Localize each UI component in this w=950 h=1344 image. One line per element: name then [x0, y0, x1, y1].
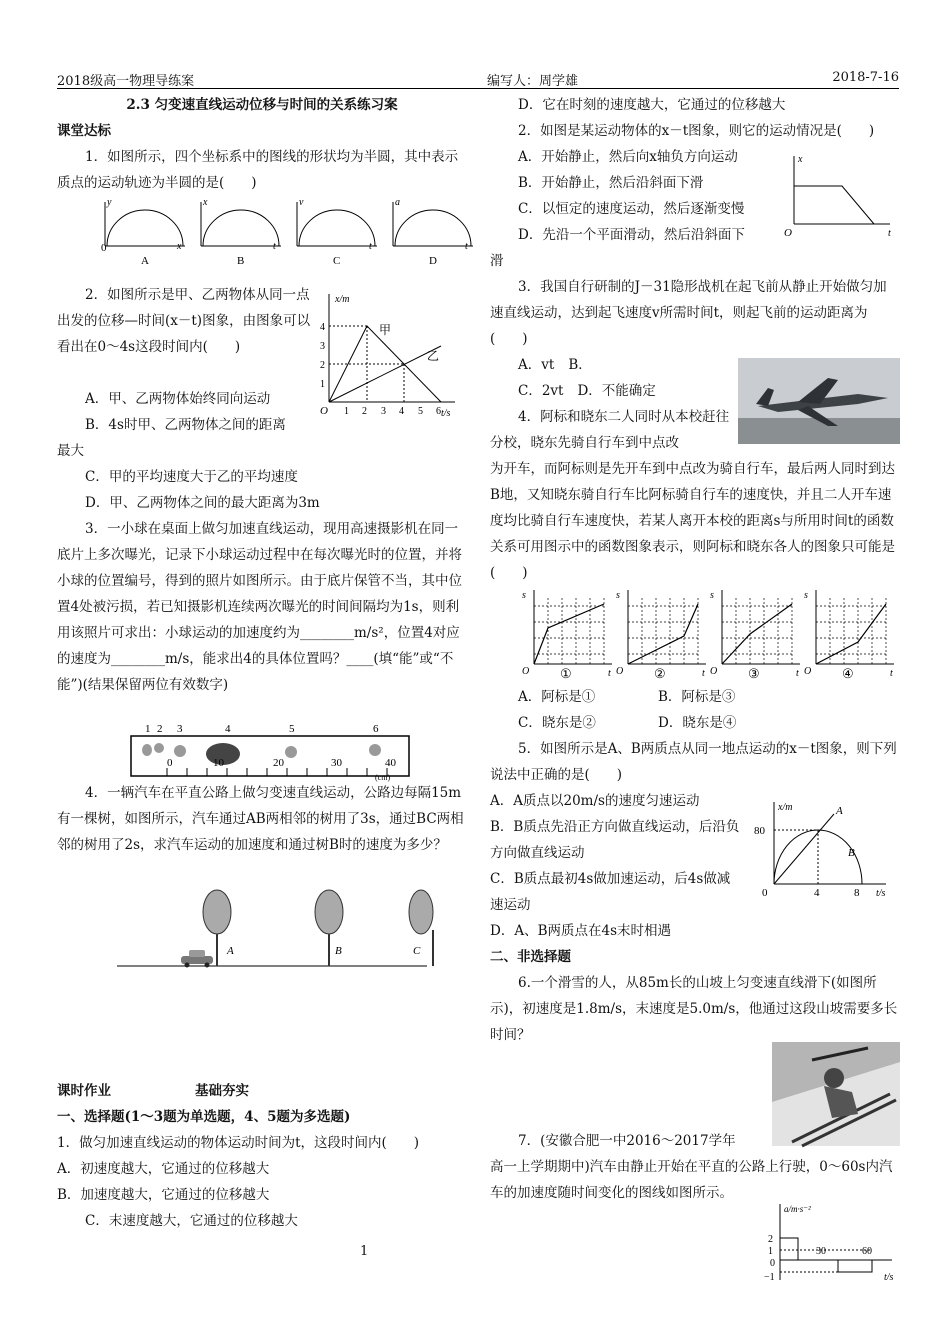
- svg-text:3: 3: [177, 723, 183, 735]
- q2-option-b: B．4s时甲、乙两物体之间的距离最大: [57, 417, 286, 459]
- svg-text:t: t: [465, 241, 468, 252]
- svg-text:A: A: [141, 255, 149, 267]
- hw-q4-block-b: [490, 456, 900, 586]
- svg-text:t: t: [796, 668, 799, 679]
- hw-q1-option-c: C．末速度越大，它通过的位移越大: [85, 1213, 298, 1229]
- svg-text:(cm): (cm): [375, 773, 391, 782]
- svg-text:B: B: [335, 945, 342, 957]
- hw-q7-block-b: [490, 1154, 900, 1206]
- q2-block: [57, 282, 317, 360]
- svg-text:60: 60: [862, 1246, 872, 1257]
- svg-text:s: s: [710, 590, 714, 601]
- q3-ruler-photo: [127, 722, 417, 782]
- svg-text:t: t: [888, 228, 891, 239]
- q2-xt-graph: [317, 288, 467, 420]
- svg-text:O: O: [616, 666, 624, 677]
- svg-text:3: 3: [381, 406, 386, 417]
- q2-option-c: C．甲的平均速度大于乙的平均速度: [85, 469, 298, 485]
- hw-q1-option-b: B．加速度越大，它通过的位移越大: [57, 1187, 270, 1203]
- q4-stem: 4．一辆汽车在平直公路上做匀变速直线运动，公路边每隔15m有一棵树，如图所示，汽车通过AB两相邻的树用了3s，通过BC两相邻的树用了2s，求汽车运动的加速度和通过树B时的速度为多少？: [57, 785, 464, 853]
- hw-q2: 2．如图是某运动物体的x－t图象，则它的运动情况是( ): [518, 123, 875, 139]
- svg-text:40: 40: [385, 757, 396, 769]
- homework-block: [57, 1078, 467, 1234]
- hw-q3: 3．我国自行研制的J－31隐形战机在起飞前从静止开始做匀加速直线运动，达到起飞速度v所需时间t，则起飞前的运动距离为( ): [490, 279, 887, 347]
- hw-q5-xt-graph: [752, 798, 900, 898]
- svg-text:x: x: [203, 197, 208, 208]
- svg-text:s: s: [804, 590, 808, 601]
- svg-text:t: t: [273, 241, 276, 252]
- svg-text:O: O: [804, 666, 812, 677]
- svg-text:2: 2: [157, 723, 163, 735]
- left-column: [57, 92, 468, 1229]
- svg-text:v: v: [299, 197, 304, 208]
- svg-text:t: t: [890, 668, 893, 679]
- svg-text:t: t: [702, 668, 705, 679]
- svg-text:O: O: [522, 666, 530, 677]
- svg-text:C: C: [333, 255, 341, 267]
- hw-q3-option-c: C．2vt D．不能确定: [518, 383, 656, 399]
- svg-text:C: C: [413, 945, 421, 957]
- hw-q5-options: [490, 814, 742, 918]
- svg-text:t/s: t/s: [876, 888, 886, 899]
- graph-b: [201, 197, 281, 267]
- svg-text:s: s: [616, 590, 620, 601]
- page-header: [57, 70, 899, 89]
- hw-q7-block-a: [490, 1128, 762, 1154]
- hw-q7-stem-b: 高一上学期期中)汽车由静止开始在平直的公路上行驶，0～60s内汽车的加速度随时间变化的图线如图所示。: [490, 1159, 893, 1201]
- hw-q2-option-b: B．开始静止，然后沿斜面下滑: [518, 175, 704, 191]
- q4-trees-figure: [117, 882, 427, 972]
- svg-text:2: 2: [768, 1234, 773, 1245]
- svg-text:甲: 甲: [379, 323, 392, 337]
- hw-q5: 5．如图所示是A、B两质点从同一地点运动的x－t图象，则下列说法中正确的是( ): [490, 741, 897, 783]
- skier-photo: [772, 1042, 900, 1146]
- hw-q2-option-c: C．以恒定的速度运动，然后逐渐变慢: [518, 201, 745, 217]
- svg-text:0: 0: [770, 1258, 775, 1269]
- header-date: 2018-7-16: [832, 70, 899, 85]
- svg-text:D: D: [429, 255, 437, 267]
- svg-text:t/s: t/s: [441, 408, 451, 419]
- page-title: 2.3 匀变速直线运动位移与时间的关系练习案: [126, 97, 398, 113]
- hw-q2-option-a: A．开始静止，然后向x轴负方向运动: [518, 149, 738, 165]
- svg-text:乙: 乙: [427, 349, 440, 363]
- hw-q5-option-d-wrap: [490, 918, 900, 1048]
- svg-text:x: x: [798, 154, 803, 165]
- svg-text:O: O: [320, 405, 328, 417]
- svg-text:0: 0: [101, 242, 107, 254]
- graph-d: [393, 197, 473, 267]
- svg-text:5: 5: [418, 406, 423, 417]
- hw-q2-xt-graph: [780, 150, 900, 240]
- fighter-jet-photo: [738, 358, 900, 444]
- hw-q3-option-a: A．vt B．: [518, 357, 592, 373]
- homework-section: 一、选择题(1～3题为单选题，4、5题为多选题): [57, 1109, 351, 1125]
- svg-text:a/m·s⁻²: a/m·s⁻²: [784, 1204, 811, 1214]
- hw-q4-option-b: B．阿标是③: [658, 689, 736, 705]
- hw-q4-stem-b: 为开车，而阿标则是先开车到中点改为骑自行车，最后两人同时到达B地，又知晓东骑自行车比阿标骑自行车的速度快，并且二人开车速度均比骑自行车速度快，若某人离开本校的距离s与所用时间t的函数关系可用图示中的函数图象表示，则阿标和晓东各人的图象只可能是( ): [490, 461, 895, 581]
- q2-option-d: D．甲、乙两物体之间的最大距离为3m: [85, 495, 320, 511]
- hw-q2-option-d: D．先沿一个平面滑动，然后沿斜面下: [518, 227, 745, 243]
- svg-text:3: 3: [320, 341, 325, 352]
- page-number: 1: [360, 1244, 369, 1259]
- svg-text:x/m: x/m: [778, 802, 793, 813]
- hw-q7-at-graph: [760, 1200, 900, 1284]
- svg-text:A: A: [227, 945, 234, 957]
- hw-q4-block-a: [490, 404, 730, 456]
- hw-q5-option-d: D．A、B两质点在4s末时相遇: [490, 923, 672, 939]
- svg-text:80: 80: [754, 825, 765, 837]
- q1-semicircle-graphs: [87, 196, 467, 266]
- svg-text:①: ①: [560, 666, 572, 681]
- hw-q5-option-b: B．B质点先沿正方向做直线运动，后沿负方向做直线运动: [490, 819, 740, 861]
- hw-q1-option-d: D．它在时刻的速度越大，它通过的位移越大: [518, 97, 786, 113]
- svg-text:③: ③: [748, 666, 760, 681]
- svg-text:4: 4: [814, 887, 820, 899]
- svg-text:1: 1: [768, 1246, 773, 1257]
- svg-text:A: A: [836, 805, 843, 817]
- svg-text:t/s: t/s: [884, 1272, 894, 1283]
- hw-q4-stem-a: 4．阿标和晓东二人同时从本校赶往分校，晓东先骑自行车到中点改: [490, 409, 730, 451]
- hw-q3-block: [490, 274, 900, 352]
- svg-text:O: O: [710, 666, 718, 677]
- header-author: 编写人：周学雄: [487, 74, 579, 89]
- svg-text:0: 0: [762, 887, 768, 899]
- car: [181, 950, 213, 968]
- hw-q1-option-a: A．初速度越大，它通过的位移越大: [57, 1161, 270, 1177]
- svg-text:t: t: [608, 668, 611, 679]
- svg-text:5: 5: [289, 723, 295, 735]
- svg-text:2: 2: [320, 360, 325, 371]
- svg-text:4: 4: [320, 322, 325, 333]
- svg-text:−1: −1: [764, 1272, 775, 1283]
- right-column: [490, 92, 900, 1201]
- svg-text:1: 1: [145, 723, 151, 735]
- hw-q4-option-d: D．晓东是④: [658, 715, 737, 731]
- svg-text:1: 1: [344, 406, 349, 417]
- q1-stem: 1．如图所示，四个坐标系中的图线的形状均为半圆，其中表示质点的运动轨迹为半圆的是( ): [57, 149, 459, 191]
- graph-c: [297, 197, 377, 267]
- header-left: 2018级高一物理导练案: [57, 74, 195, 89]
- hw-q2-option-d-cont: 滑: [490, 253, 504, 269]
- hw-q6: 6.一个滑雪的人，从85m长的山坡上匀变速直线滑下(如图所示)，初速度是1.8m/s，末速度是5.0m/s，他通过这段山坡需要多长时间？: [490, 975, 898, 1043]
- hw-q4-option-c: C．晓东是②: [518, 715, 596, 731]
- hw-q4-option-a: A．阿标是①: [518, 689, 596, 705]
- section-heading: 课堂达标: [57, 123, 111, 139]
- homework-title: 课时作业 基础夯实: [57, 1083, 249, 1099]
- q4-block: [57, 780, 467, 858]
- svg-text:6: 6: [436, 406, 441, 417]
- q2-option-a: A．甲、乙两物体始终同向运动: [85, 391, 271, 407]
- svg-text:4: 4: [225, 723, 231, 735]
- tree-a: [203, 890, 234, 966]
- tree-c: [409, 890, 433, 966]
- tree-b: [315, 890, 343, 966]
- svg-text:20: 20: [273, 757, 284, 769]
- svg-text:y: y: [107, 197, 112, 208]
- svg-text:8: 8: [854, 887, 860, 899]
- hw-q4-st-graphs: [520, 588, 900, 680]
- svg-text:B: B: [848, 847, 855, 859]
- q3-stem: 3．一小球在桌面上做匀加速直线运动，现用高速摄影机在同一底片上多次曝光，记录下小球运动过程中在每次曝光时的位置，并将小球的位置编号，得到的照片如图所示。由于底片保管不当，其中位置4处被污损，若已知摄影机连续两次曝光的时间间隔均为1s，则利用该照片可求出：小球运动的加速度约为________m/s²，位置4对应的速度为________m/s，能求出4的具体位置吗？____(填“能”或“不能”)(结果保留两位有效数字): [57, 521, 462, 693]
- svg-text:a: a: [395, 197, 400, 208]
- svg-text:1: 1: [320, 379, 325, 390]
- svg-text:x/m: x/m: [335, 294, 350, 305]
- svg-text:30: 30: [331, 757, 342, 769]
- graph-a: [101, 197, 185, 267]
- svg-text:t: t: [369, 241, 372, 252]
- svg-text:s: s: [522, 590, 526, 601]
- svg-text:B: B: [237, 255, 245, 267]
- svg-text:O: O: [784, 227, 792, 239]
- svg-text:30: 30: [816, 1246, 826, 1257]
- hw-q5-option-a: A．A质点以20m/s的速度匀速运动: [490, 793, 700, 809]
- hw-q7-stem-a: 7．(安徽合肥一中2016～2017学年: [518, 1133, 736, 1149]
- svg-text:x: x: [177, 241, 182, 252]
- svg-text:②: ②: [654, 666, 666, 681]
- q3-block: [57, 516, 467, 698]
- svg-text:4: 4: [399, 406, 404, 417]
- section-2-heading: 二、非选择题: [490, 949, 571, 965]
- svg-text:2: 2: [362, 406, 367, 417]
- hw-q1: 1．做匀加速直线运动的物体运动时间为t，这段时间内( ): [57, 1135, 420, 1151]
- svg-text:6: 6: [373, 723, 379, 735]
- hw-q2-options: [490, 144, 780, 248]
- svg-text:④: ④: [842, 666, 854, 681]
- q2-stem: 2．如图所示是甲、乙两物体从同一点出发的位移—时间(x－t)图象，由图象可以看出在0～4s这段时间内( ): [57, 287, 311, 355]
- svg-text:10: 10: [213, 757, 224, 769]
- svg-text:0: 0: [167, 757, 173, 769]
- hw-q5-option-c: C．B质点最初4s做加速运动，后4s做减速运动: [490, 871, 731, 913]
